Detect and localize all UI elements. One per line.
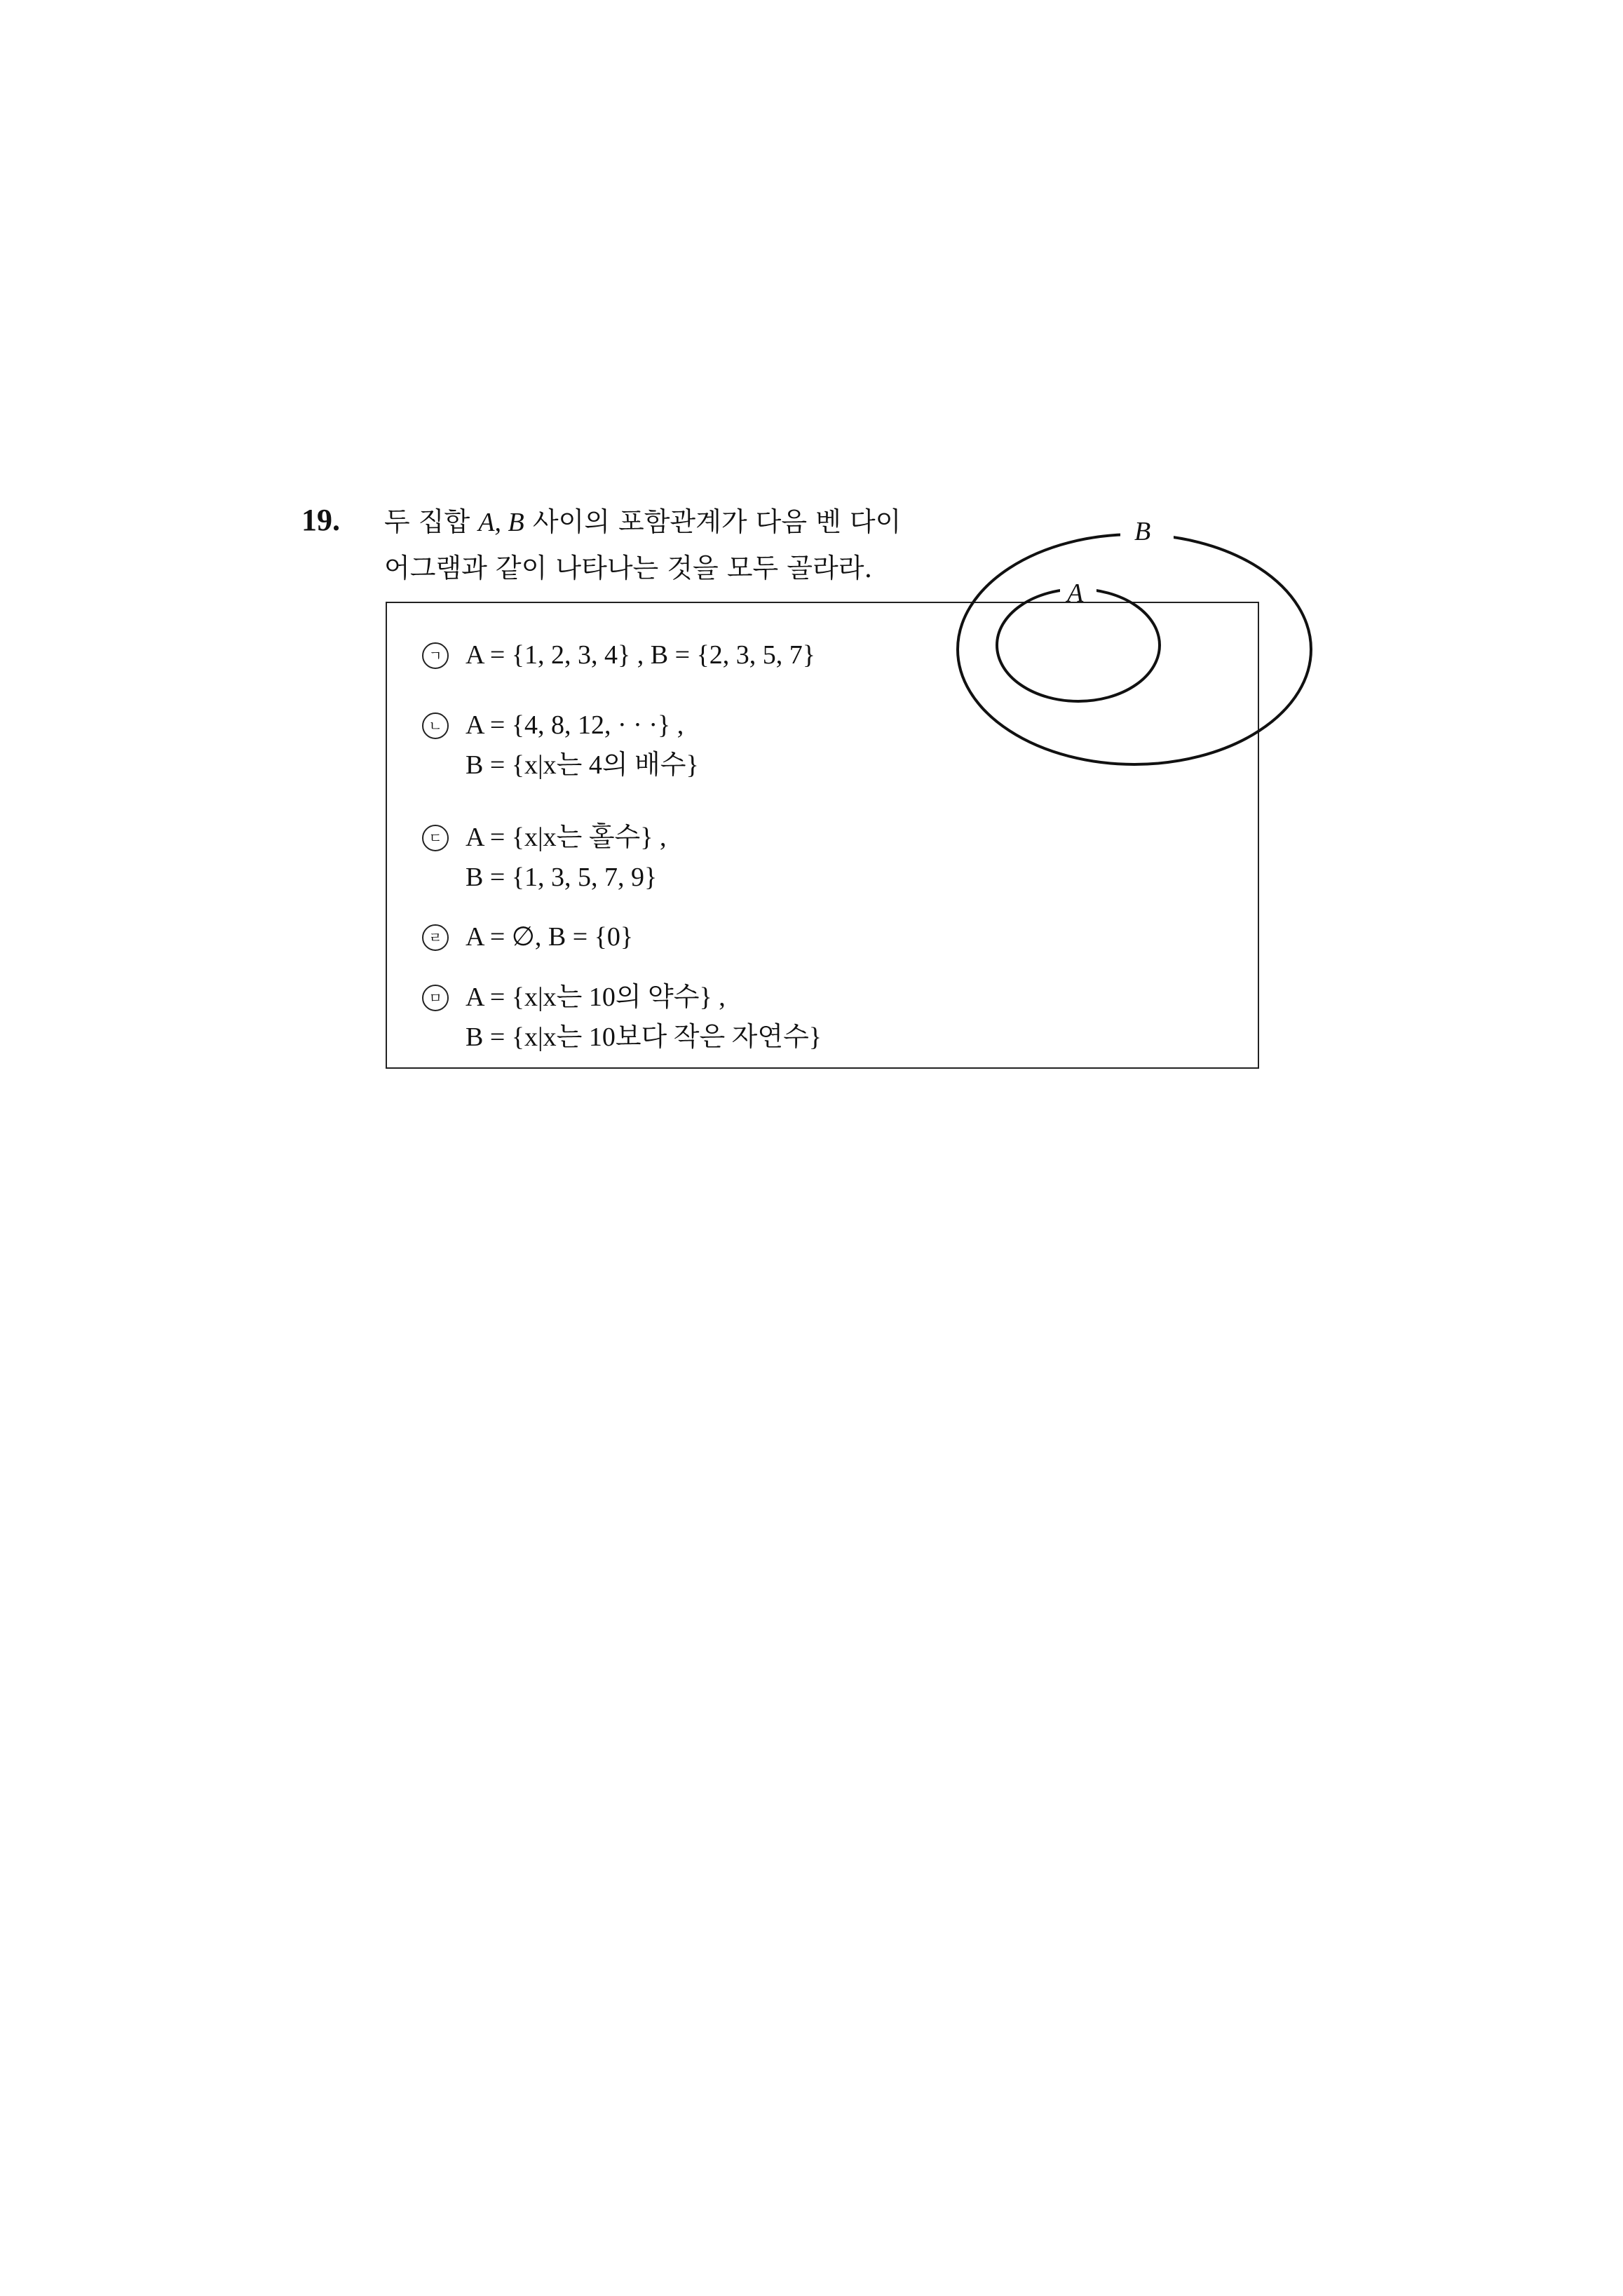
choice-line-continued: B = {1, 3, 5, 7, 9} <box>466 863 658 892</box>
choice-item-3 <box>422 818 667 897</box>
choice-mark-5: ㅁ <box>422 985 449 1011</box>
question-text-line-1 <box>384 501 901 543</box>
choice-mark-2: ㄴ <box>422 713 449 739</box>
choice-line: A = {x|x는 홀수} , <box>466 823 667 852</box>
choice-item-1 <box>422 635 815 675</box>
choice-item-5 <box>422 978 822 1057</box>
question-text-suffix: 사이의 포함관계가 다음 벤 다이 <box>524 506 902 537</box>
venn-label-b: B <box>1134 517 1151 546</box>
question-sets-math: A, B <box>478 508 524 537</box>
question-text-line-2: 어그램과 같이 나타나는 것을 모두 골라라. <box>384 553 873 583</box>
choice-line: A = {x|x는 10의 약수} , <box>466 982 726 1012</box>
question-number: 19. <box>301 503 340 537</box>
venn-label-a: A <box>1067 579 1084 608</box>
choice-mark-4: ㄹ <box>422 924 449 951</box>
choice-line-continued: B = {x|x는 4의 배수} <box>466 750 699 780</box>
choice-line: A = {4, 8, 12, · · ·} , <box>466 710 684 740</box>
venn-outer-set-b <box>958 534 1311 764</box>
choice-line-continued: B = {x|x는 10보다 작은 자연수} <box>466 1022 822 1052</box>
choice-item-4 <box>422 917 633 957</box>
choice-line: A = {1, 2, 3, 4} , B = {2, 3, 5, 7} <box>466 640 816 670</box>
venn-diagram <box>939 505 1332 785</box>
choice-mark-3: ㄷ <box>422 825 449 851</box>
choice-line: A = ∅, B = {0} <box>466 922 634 952</box>
choice-item-2 <box>422 705 699 785</box>
question-text-prefix: 두 집합 <box>384 506 479 537</box>
choice-mark-1: ㄱ <box>422 642 449 669</box>
